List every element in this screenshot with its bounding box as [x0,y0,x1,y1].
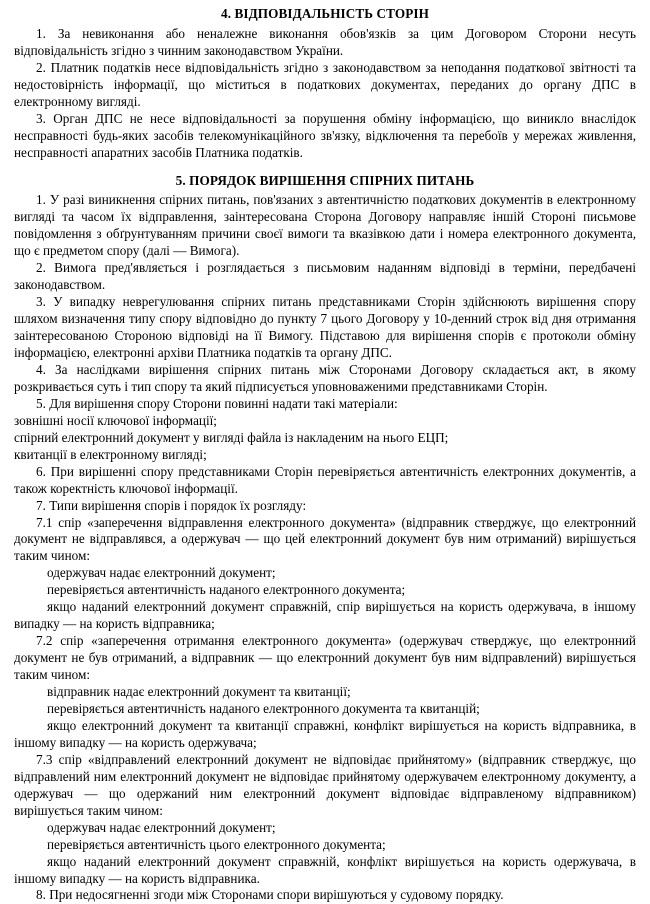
section-heading-dispute-resolution: 5. ПОРЯДОК ВИРІШЕННЯ СПІРНИХ ПИТАНЬ [175,172,475,188]
dispute-7-1-step-3: якщо наданий електронний документ справжній, спір вирішується на користь одержувача, в іншому випадку — на користь відправника; [14,599,636,632]
paragraph-5-3: 3. У випадку неврегулювання спірних питань представниками Сторін здійснюють вирішення спору шляхом визначення типу спору відповідно до пункту 7 цього Договору у 10-денний строк від дня отримання заінтересованою Стороною відповіді на її Вимогу. Підставою для вирішення спорів є протоколи обміну інформацією, електронні архіви Платника податків та органу ДПС. [14,294,636,360]
dispute-7-2-intro: 7.2 спір «заперечення отримання електронного документа» (одержувач стверджує, що електронний документ не був отриманий, а відправник — що електронний документ був ним відправлений) вирішується таким чином: [14,633,636,683]
dispute-7-3-intro: 7.3 спір «відправлений електронний документ не відповідає прийнятому» (відправник стверджує, що відправлений ним електронний документ не відповідає прийнятому одержувачем електронному документу, а одержувач — що одержаний ним електронний документ відповідає відправленому відправником) вирішується таким чином: [14,751,636,818]
paragraph-5-6: 6. При вирішенні спору представниками Сторін перевіряється автентичність електронних документів, а також коректність ключової інформації. [14,463,636,496]
paragraph-5-2: 2. Вимога пред'являється і розглядається з письмовим наданням відповіді в терміни, передбачені законодавством. [14,260,636,293]
dispute-7-3-step-1: одержувач надає електронний документ; [47,819,276,835]
dispute-7-2-step-3: якщо електронний документ та квитанції справжні, конфлікт вирішується на користь відправника, в іншому випадку — на користь одержувача; [14,717,636,750]
dispute-7-1-step-1: одержувач надає електронний документ; [47,565,276,581]
paragraph-5-8: 8. При недосягненні згоди між Сторонами спори вирішуються у судовому порядку. [36,887,504,903]
dispute-7-1-intro: 7.1 спір «заперечення відправлення електронного документа» (відправник стверджує, що електронний документ не відправлявся, а одержувач — що цей електронний документ був ним отриманий) вирішується таким чином: [14,514,636,564]
paragraph-4-1: 1. За невиконання або неналежне виконання обов'язків за цим Договором Сторони несуть відповідальність згідно з чинним законодавством України. [14,25,636,58]
paragraph-5-7: 7. Типи вирішення спорів і порядок їх розгляду: [36,497,307,513]
materials-item-2: спірний електронний документ у вигляді файла із накладеним на нього ЕЦП; [14,429,449,445]
materials-item-3: квитанції в електронному вигляді; [14,446,207,462]
dispute-7-3-step-2: перевіряється автентичність цього електронного документа; [47,836,386,852]
paragraph-5-5: 5. Для вирішення спору Сторони повинні надати такі матеріали: [36,395,398,411]
section-heading-responsibility: 4. ВІДПОВІДАЛЬНІСТЬ СТОРІН [221,6,429,21]
dispute-7-1-step-2: перевіряється автентичність наданого електронного документа; [47,582,406,598]
dispute-7-2-step-2: перевіряється автентичність наданого електронного документа та квитанцій; [47,701,480,716]
paragraph-4-2: 2. Платник податків несе відповідальність згідно з законодавством за неподання податкової звітності та недостовірність інформації, що міститься в податкових документах, переданих до органу ДПС в електронному вигляді. [14,59,636,109]
dispute-7-3-step-3: якщо наданий електронний документ справжній, конфлікт вирішується на користь одержувача, в іншому випадку — на користь відправника. [14,853,636,886]
dispute-7-2-step-1: відправник надає електронний документ та квитанції; [47,684,351,700]
paragraph-5-4: 4. За наслідками вирішення спірних питань між Сторонами Договору складається акт, в якому розкривається суть і тип спору та який підписується уповноваженими представниками Сторін. [14,361,636,394]
paragraph-4-3: 3. Орган ДПС не несе відповідальності за порушення обміну інформацією, що виникло внаслідок несправності будь-яких засобів телекомунікаційного зв'язку, відключення та перебоїв у мережах живлення, несправності апаратних засобів Платника податків. [14,110,636,160]
materials-item-1: зовнішні носії ключової інформації; [14,412,217,428]
paragraph-5-1: 1. У разі виникнення спірних питань, пов'язаних з автентичністю податкових документів в електронному вигляді та часом їх відправлення, заінтересована Сторона Договору направляє іншій Стороні письмове повідомлення з обґрунтуванням причини своєї вимоги та вказівкою дати і номера електронного документа, що є предметом спору (далі — Вимога). [14,192,636,259]
